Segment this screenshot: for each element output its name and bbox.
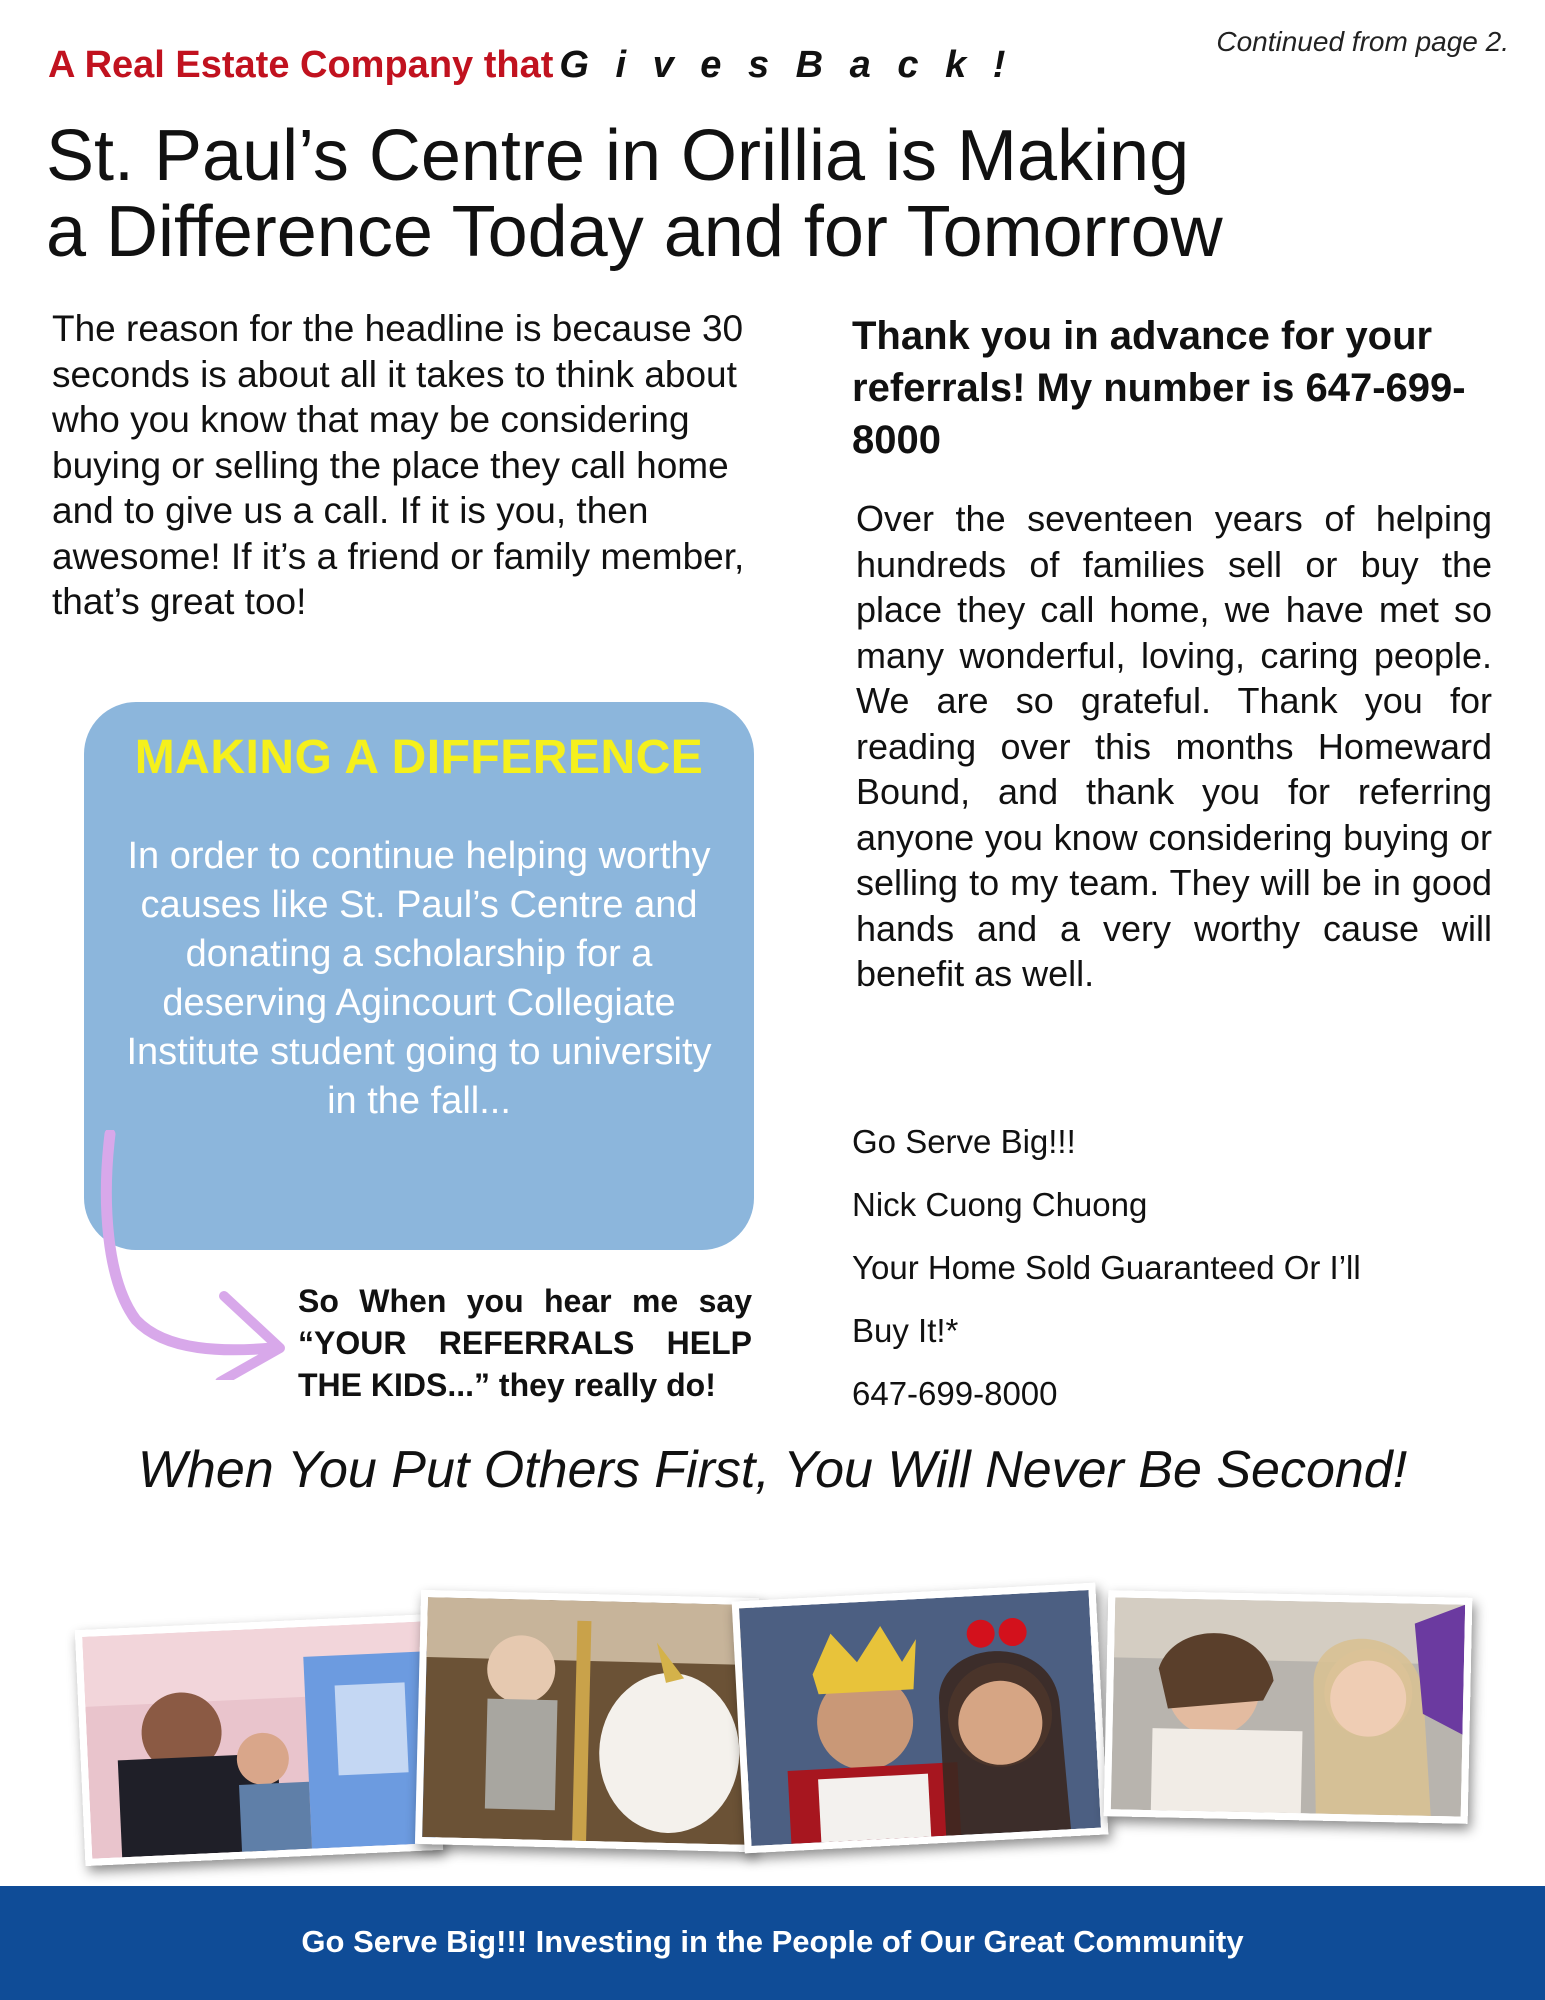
headline-line-1: St. Paul’s Centre in Orillia is Making: [46, 116, 1190, 196]
motto: When You Put Others First, You Will Never Be Second!: [137, 1441, 1408, 1499]
signoff-block: [852, 1110, 1512, 1425]
difference-box-title: MAKING A DIFFERENCE: [134, 731, 704, 784]
signoff-line: Go Serve Big!!!: [852, 1123, 1076, 1160]
carousel-photo: [415, 1590, 759, 1852]
footer-bar: [0, 1886, 1545, 2000]
gratitude-paragraph: Over the seventeen years of helping hundreds of families sell or buy the place they call home, we have met so many wonderful, loving, caring people. We are so grateful. Thank you for reading over this months Homeward Bound, and thank you for referring anyone you know considering buying or selling to my team. They will be in good hands and a very worthy cause will benefit as well.: [856, 498, 1492, 994]
kicker-text: A Real Estate Company that: [48, 44, 554, 86]
referrals-help-kids-note: [298, 1280, 752, 1406]
footer-text: Go Serve Big!!! Investing in the People of Our Great Community: [301, 1924, 1244, 1959]
thanks-heading: Thank you in advance for your referrals! My number is 647-699-8000: [852, 314, 1466, 462]
intro-paragraph: The reason for the headline is because 30 seconds is about all it takes to think about who you know that may be considering buying or selling the place they call home and to give us a call. If it is you, then awesome! If it’s a friend or family member, that’s great too!: [52, 308, 745, 622]
curved-arrow-icon: [96, 1130, 296, 1380]
painting-photo: [75, 1614, 443, 1866]
headline: [46, 118, 1506, 270]
kids-line-last: THE KIDS...” they really do!: [298, 1367, 716, 1403]
difference-box-body: In order to continue helping worthy causes like St. Paul’s Centre and donating a scholarship for a deserving Agincourt Collegiate Institute student going to university in the fall...: [126, 835, 712, 1122]
signoff-name: Nick Cuong Chuong: [852, 1186, 1148, 1223]
kids-line-main: So When you hear me say “YOUR REFERRALS HELP: [298, 1283, 752, 1361]
signoff-slogan-b: Buy It!*: [852, 1312, 959, 1349]
signoff-slogan-a: Your Home Sold Guaranteed Or I’ll: [852, 1249, 1361, 1286]
signoff-phone: 647-699-8000: [852, 1375, 1058, 1412]
continued-note: Continued from page 2.: [1216, 26, 1509, 57]
kicker-emphasis: G i v e s B a c k !: [559, 44, 1014, 86]
headline-line-2: a Difference Today and for Tomorrow: [46, 192, 1223, 272]
laughing-photo: [1104, 1590, 1473, 1824]
kicker: [48, 44, 1013, 87]
costume-photo: [732, 1583, 1109, 1854]
